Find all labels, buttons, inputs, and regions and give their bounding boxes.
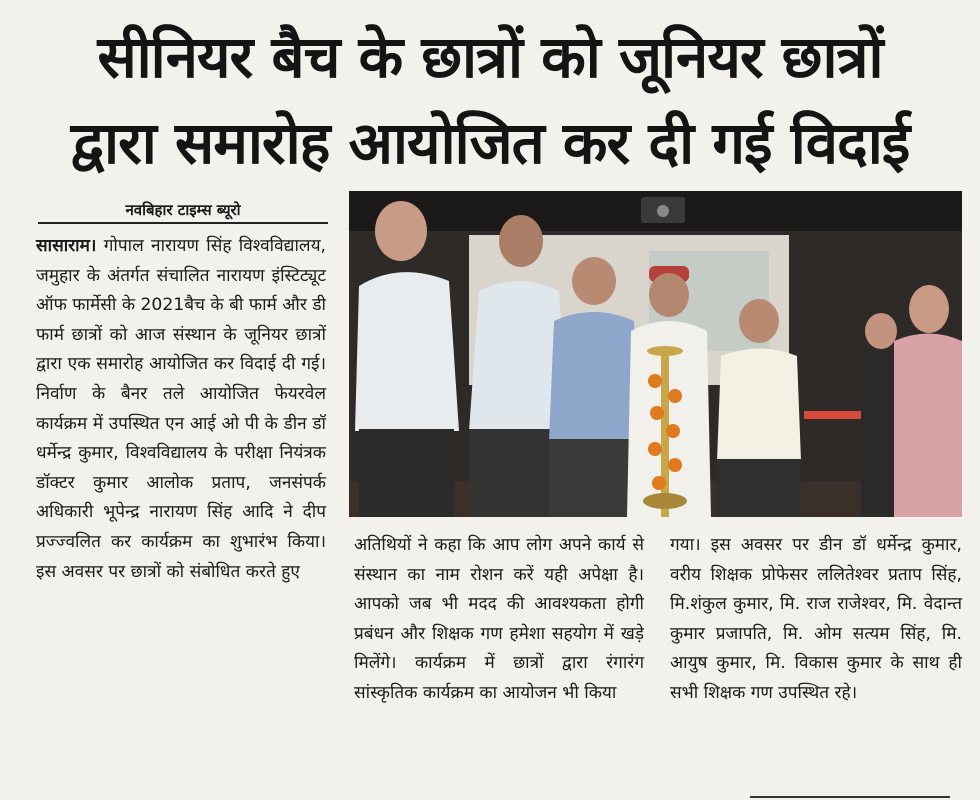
column-1-text: गोपाल नारायण सिंह विश्वविद्यालय, जमुहार के अंतर्गत संचालित नारायण इंस्टिट्यूट ऑफ फार्मेसी के 2021बैच के बी फार्म और डी फार्म छात्रों को आज संस्थान के जूनियर छात्रों द्वारा एक समारोह आयोजित कर विदाई दी गई। निर्वाण के बैनर तले आयोजित फेयरवेल कार्यक्रम में उपस्थित एन आई ओ पी के डीन डॉ धर्मेन्द्र कुमार, विश्वविद्यालय के परीक्षा नियंत्रक डॉक्टर कुमार आलोक प्रताप, जनसंपर्क अधिकारी भूपेन्द्र नारायण सिंह आदि ने दीप प्रज्ज्वलित कर कार्यक्रम का शुभारंभ किया। इस अवसर पर छात्रों को संबोधित करते हुए [36,236,326,582]
byline: नवबिहार टाइम्स ब्यूरो [38,200,328,224]
headline-line-2: द्वारा समारोह आयोजित कर दी गई विदाई [70,109,910,177]
headline [20,14,960,186]
event-photo [349,191,962,517]
headline-line-1: सीनियर बैच के छात्रों को जूनियर छात्रों [97,23,883,91]
article-column-1 [36,232,326,587]
article-column-2: अतिथियों ने कहा कि आप लोग अपने कार्य से संस्थान का नाम रोशन करें यही अपेक्षा है। आपको जब भी मदद की आवश्यकता होगी प्रबंधन और शिक्षक गण हमेशा सहयोग में खड़े मिलेंगे। कार्यक्रम में छात्रों द्वारा रंगारंग सांस्कृतिक कार्यक्रम का आयोजन भी किया [354,535,644,703]
dateline: सासाराम। [36,236,97,256]
bottom-rule [750,796,950,798]
photo-illustration [349,191,962,517]
article-column-3: गया। इस अवसर पर डीन डॉ धर्मेन्द्र कुमार, वरीय शिक्षक प्रोफेसर ललितेश्वर प्रताप सिंह, मि.शंकुल कुमार, मि. राज राजेश्वर, मि. वेदान्त कुमार प्रजापति, मि. ओम सत्यम सिंह, मि. आयुष कुमार, मि. विकास कुमार के साथ ही सभी शिक्षक गण उपस्थित रहे। [670,535,962,703]
